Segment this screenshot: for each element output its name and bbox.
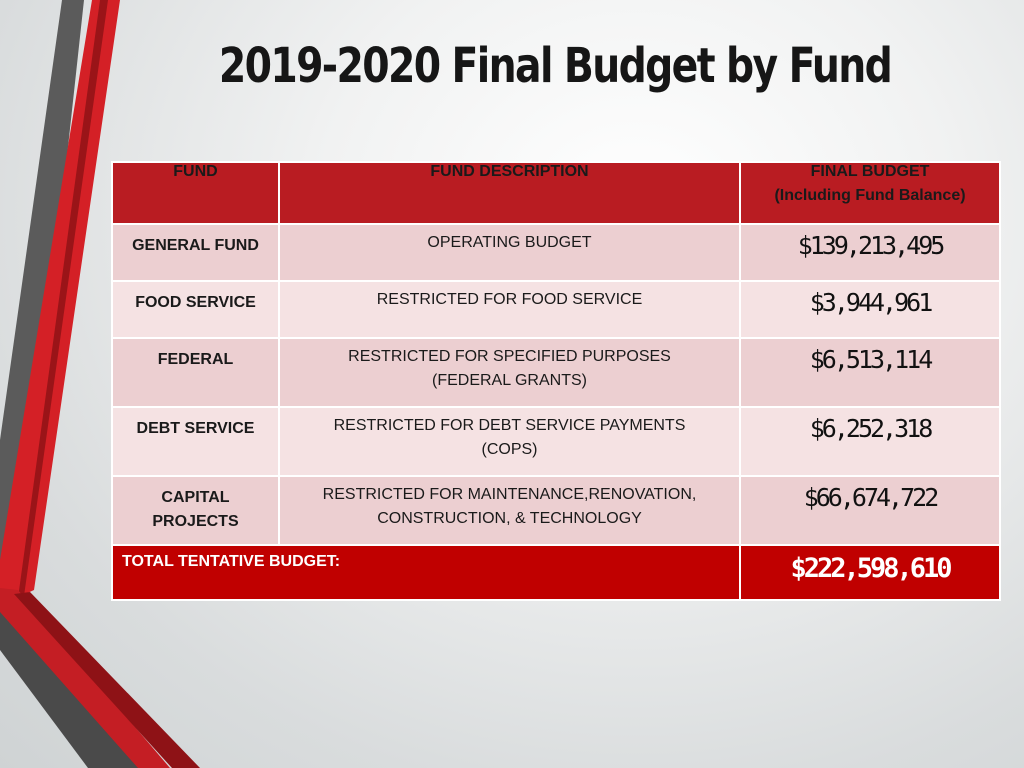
table-row — [112, 281, 1000, 338]
table-header-row — [112, 162, 1000, 224]
table-row — [112, 224, 1000, 281]
fund-amount: $3,944,961 — [740, 281, 1000, 338]
fund-amount: $139,213,495 — [740, 224, 1000, 281]
total-label: TOTAL TENTATIVE BUDGET: — [112, 545, 740, 600]
fund-description-line1: RESTRICTED FOR SPECIFIED PURPOSES — [348, 348, 671, 365]
fund-description-line2: (FEDERAL GRANTS) — [432, 372, 587, 389]
fund-description-line2: (COPS) — [481, 441, 538, 458]
total-row — [112, 545, 1000, 600]
budget-table — [111, 161, 1001, 601]
fund-amount: $6,513,114 — [740, 338, 1000, 407]
table-row — [112, 476, 1000, 545]
header-fund: FUND — [112, 162, 279, 224]
header-fund-description: FUND DESCRIPTION — [279, 162, 740, 224]
table-row — [112, 407, 1000, 476]
fund-description-line1: RESTRICTED FOR DEBT SERVICE PAYMENTS — [333, 417, 686, 434]
header-final-budget-label: FINAL BUDGET — [810, 163, 930, 180]
fund-name: FOOD SERVICE — [112, 281, 279, 338]
fund-description — [279, 476, 740, 545]
table-row — [112, 338, 1000, 407]
slide-title: 2019-2020 Final Budget by Fund — [218, 38, 892, 94]
fund-name: DEBT SERVICE — [112, 407, 279, 476]
header-final-budget — [740, 162, 1000, 224]
header-final-budget-subtitle: (Including Fund Balance) — [774, 187, 966, 204]
fund-amount: $6,252,318 — [740, 407, 1000, 476]
fund-name-line1: CAPITAL — [161, 489, 230, 506]
fund-description-line1: RESTRICTED FOR MAINTENANCE,RENOVATION, — [322, 486, 697, 503]
fund-name — [112, 476, 279, 545]
fund-description — [279, 338, 740, 407]
fund-name-line2: PROJECTS — [152, 513, 239, 530]
fund-name: FEDERAL — [112, 338, 279, 407]
fund-description — [279, 407, 740, 476]
fund-description: RESTRICTED FOR FOOD SERVICE — [279, 281, 740, 338]
total-amount: $222,598,610 — [740, 545, 1000, 600]
fund-description-line2: CONSTRUCTION, & TECHNOLOGY — [377, 510, 642, 527]
fund-name: GENERAL FUND — [112, 224, 279, 281]
fund-description: OPERATING BUDGET — [279, 224, 740, 281]
fund-amount: $66,674,722 — [740, 476, 1000, 545]
